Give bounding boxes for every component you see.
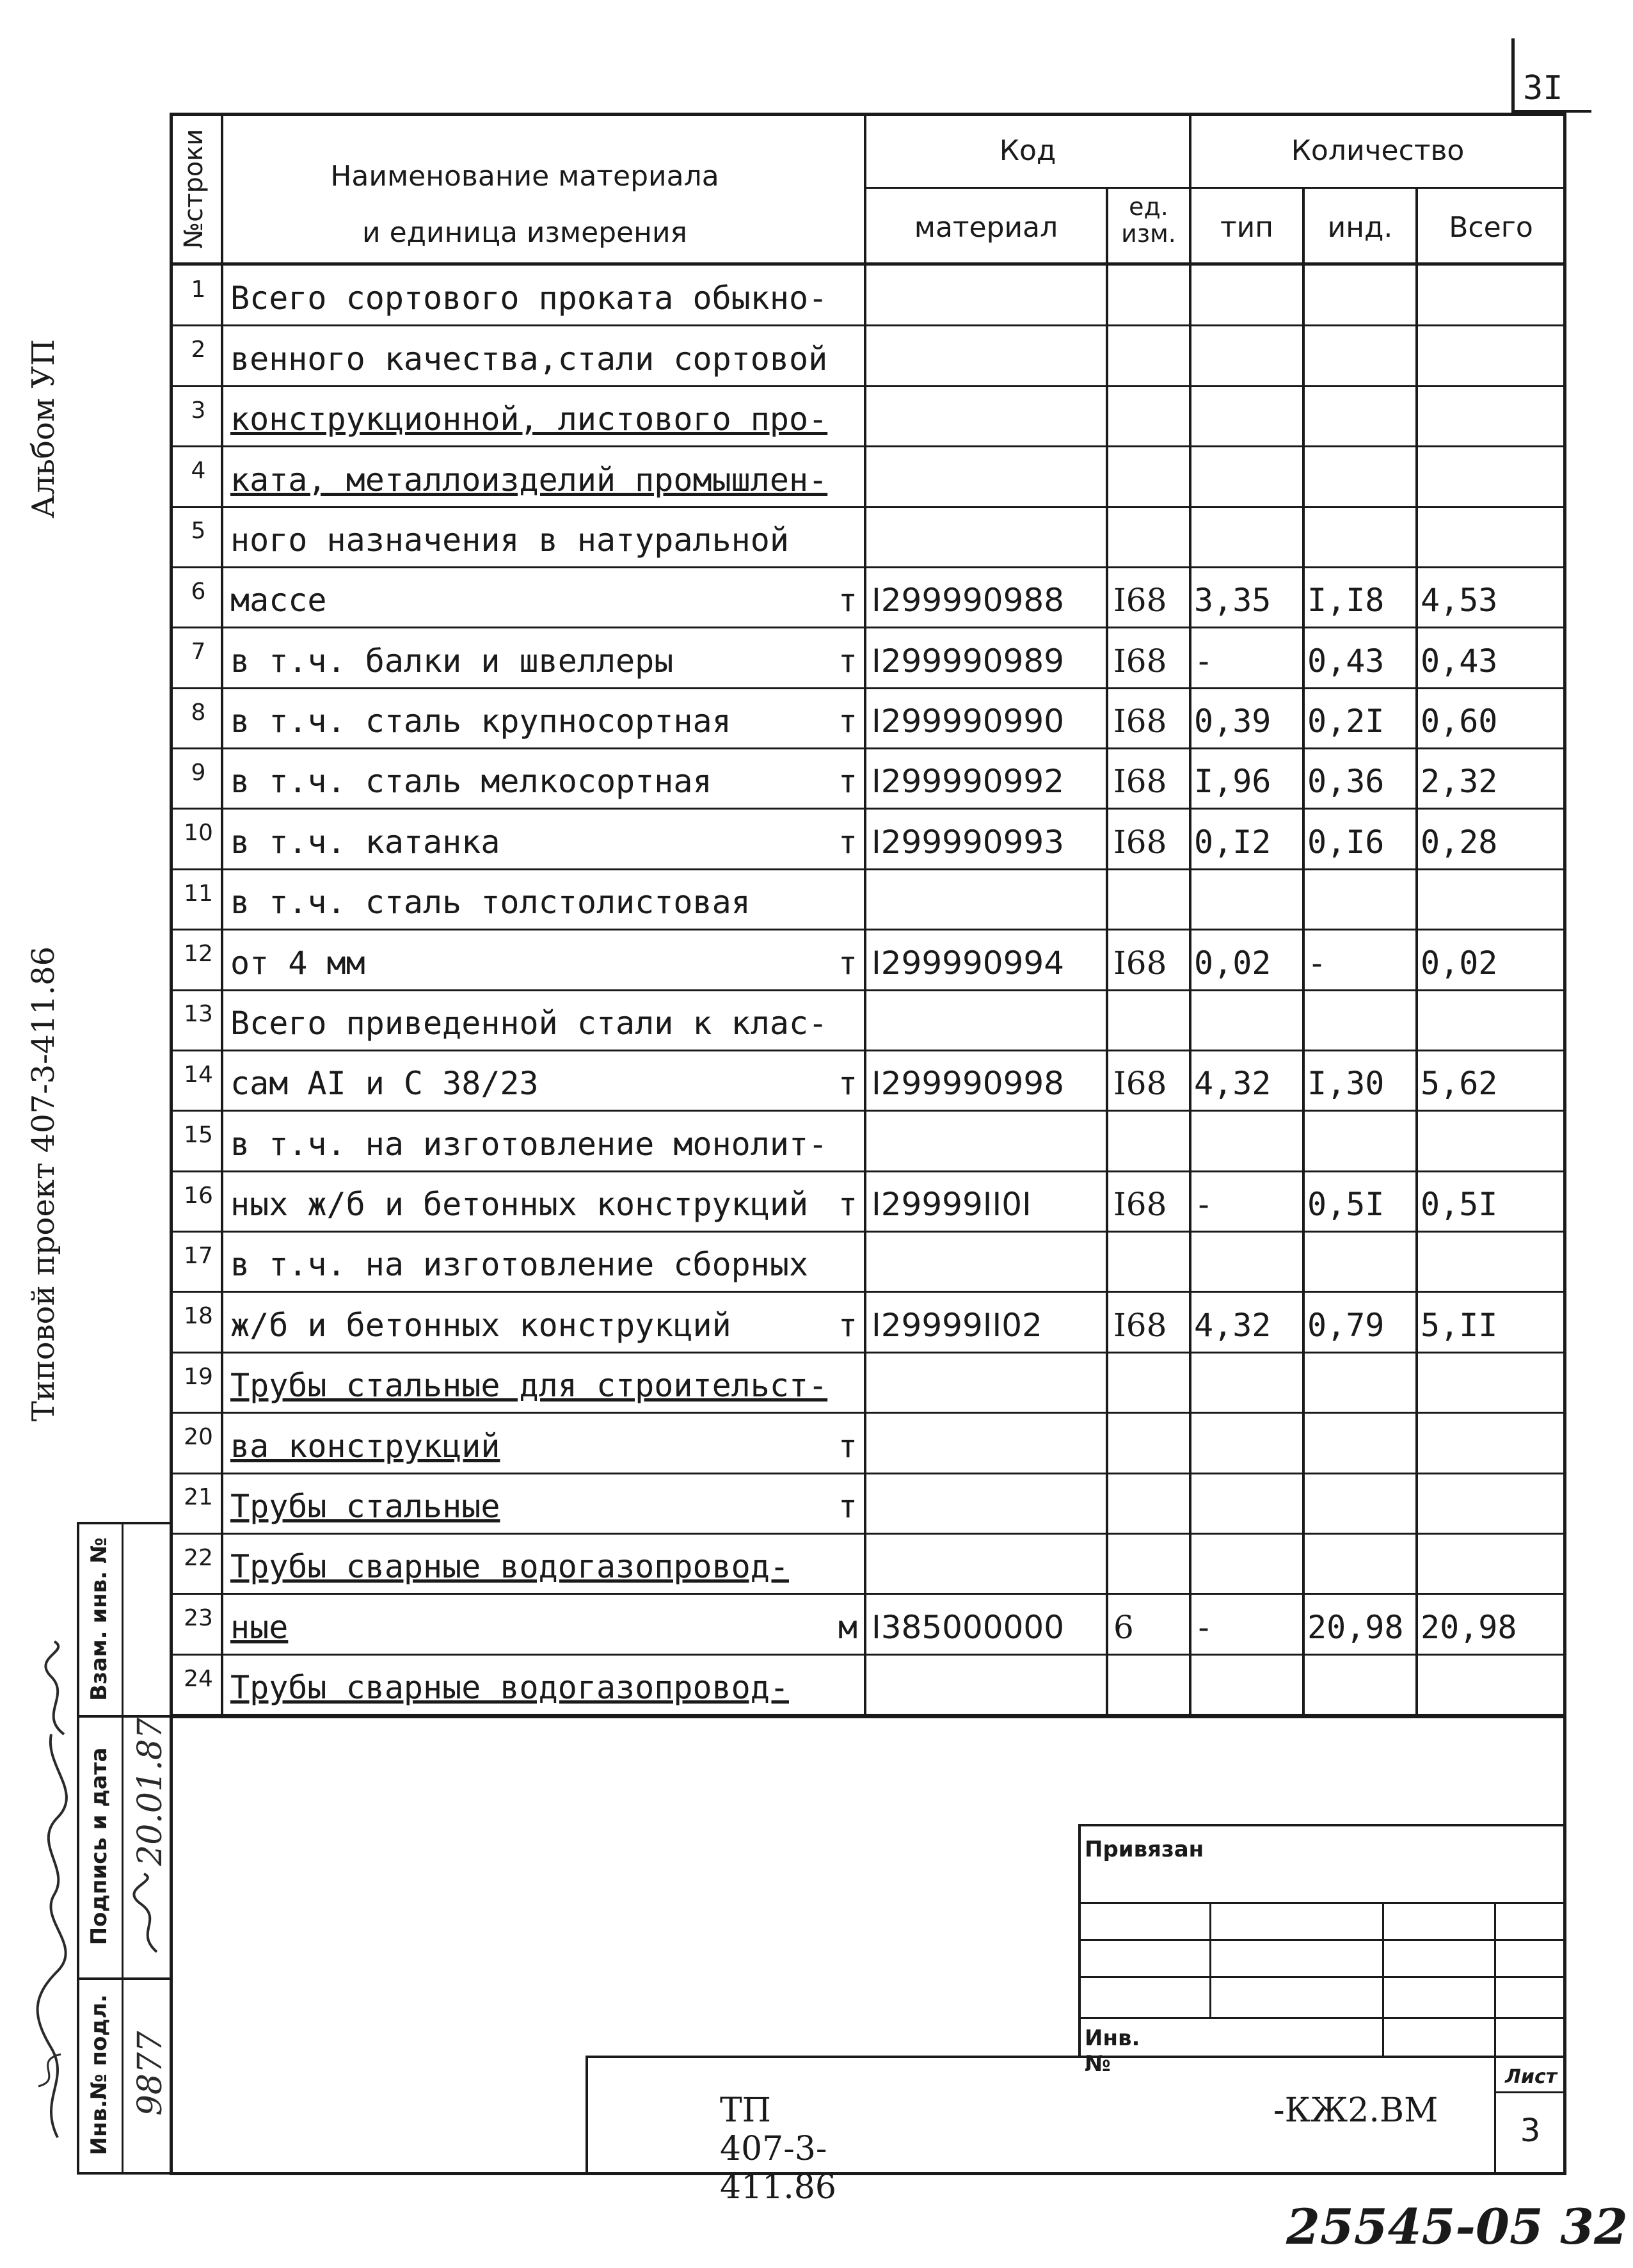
row-qty-typ: 3,35	[1194, 582, 1271, 619]
row-unit-letter: т	[838, 1487, 857, 1525]
row-qty-total: 5,62	[1421, 1065, 1498, 1103]
row-qty-total: 2,32	[1421, 763, 1498, 801]
table-row	[0, 1232, 1633, 1292]
row-unit-letter: т	[838, 703, 857, 740]
row-qty-ind: 0,79	[1307, 1306, 1385, 1344]
project-label: Типовой проект 407-3-411.86	[26, 946, 61, 1422]
row-material-name: Трубы сварные водогазопровод-	[230, 1669, 789, 1707]
table-row	[0, 628, 1633, 688]
stamp-inv-value: 9877	[131, 2031, 170, 2116]
row-number: 7	[191, 639, 206, 666]
row-qty-total: 0,5I	[1421, 1186, 1498, 1224]
row-unit-code: I68	[1113, 823, 1167, 861]
row-material-name: от 4 мм	[230, 944, 365, 982]
row-material-name: в т.ч. сталь мелкосортная	[230, 763, 712, 801]
row-material-name: в т.ч. сталь крупносортная	[230, 703, 731, 740]
row-unit-code: I68	[1113, 1065, 1167, 1103]
row-qty-ind: I,I8	[1307, 582, 1385, 619]
row-qty-total: 0,43	[1421, 642, 1498, 680]
row-material-name: в т.ч. сталь толстолистовая	[230, 884, 751, 922]
table-row	[0, 1594, 1633, 1654]
stamp-inv-podl: Инв.№ подл.	[86, 1994, 112, 2155]
table-row	[0, 1111, 1633, 1171]
table-row	[0, 1413, 1633, 1473]
row-material-name: ж/б и бетонных конструкций	[230, 1306, 731, 1344]
row-material-code: I29999II0I	[872, 1186, 1032, 1224]
row-qty-total: 4,53	[1421, 582, 1498, 619]
row-qty-ind: 0,43	[1307, 642, 1385, 680]
row-number: 23	[184, 1605, 213, 1632]
header-code: Код	[999, 134, 1056, 167]
table-row	[0, 991, 1633, 1051]
row-unit-letter: т	[838, 1186, 857, 1224]
title-doc-suffix: -КЖ2.ВМ	[1273, 2091, 1438, 2130]
row-number: 11	[184, 880, 213, 907]
row-material-name: Всего сортового проката обыкно-	[230, 280, 828, 317]
row-number: 1	[191, 276, 206, 303]
row-qty-ind: 0,I6	[1307, 823, 1385, 861]
signature-mark-3	[122, 1869, 173, 1958]
row-material-name: Трубы стальные	[230, 1487, 500, 1525]
header-unit: ед. изм.	[1121, 193, 1176, 248]
signature-mark-2	[26, 1638, 83, 1741]
row-material-code: I299990988	[872, 582, 1065, 619]
table-row	[0, 447, 1633, 507]
row-qty-ind: 20,98	[1307, 1608, 1404, 1646]
table-row	[0, 326, 1633, 386]
row-number: 2	[191, 337, 206, 363]
header-quantity: Количество	[1291, 134, 1465, 167]
row-unit-code: I68	[1113, 763, 1167, 801]
row-material-name: ного назначения в натуральной	[230, 521, 789, 559]
archive-number: 25545-05 32	[1286, 2198, 1628, 2255]
row-unit-code: I68	[1113, 944, 1167, 982]
table-row	[0, 1292, 1633, 1352]
row-number: 19	[184, 1363, 213, 1390]
row-number: 22	[184, 1544, 213, 1571]
table-row	[0, 568, 1633, 628]
row-unit-letter: т	[838, 1065, 857, 1103]
row-number: 20	[184, 1424, 213, 1451]
row-material-name: в т.ч. на изготовление сборных	[230, 1246, 809, 1284]
table-row	[0, 809, 1633, 869]
title-inv-no: Инв. №	[1085, 2025, 1140, 2077]
title-doc-code: ТП 407-3-411.86	[720, 2091, 836, 2207]
table-row	[0, 1534, 1633, 1594]
row-unit-code: I68	[1113, 703, 1167, 740]
row-material-name: ката, металлоизделий промышлен-	[230, 461, 828, 499]
row-unit-code: I68	[1113, 1186, 1167, 1224]
row-qty-ind: -	[1307, 944, 1327, 982]
row-qty-total: 20,98	[1421, 1608, 1517, 1646]
row-qty-ind: I,30	[1307, 1065, 1385, 1103]
table-row	[0, 870, 1633, 930]
row-qty-typ: I,96	[1194, 763, 1271, 801]
row-unit-code: 6	[1113, 1608, 1134, 1646]
row-number: 18	[184, 1303, 213, 1330]
table-row	[0, 387, 1633, 447]
row-material-name: венного качества,стали сортовой	[230, 340, 828, 378]
stamp-vzam-inv: Взам. инв. №	[86, 1537, 112, 1701]
row-unit-code: I68	[1113, 1306, 1167, 1344]
row-number: 10	[184, 820, 213, 847]
stamp-podpis-data: Подпись и дата	[86, 1747, 112, 1945]
row-material-name: в т.ч. балки и швеллеры	[230, 642, 674, 680]
album-label: Альбом УП	[26, 339, 61, 518]
row-material-code: I299990998	[872, 1065, 1065, 1103]
header-row-number: №строки	[179, 129, 209, 249]
row-number: 21	[184, 1484, 213, 1511]
table-row	[0, 749, 1633, 809]
row-material-name: сам AI и С 38/23	[230, 1065, 539, 1103]
row-unit-letter: т	[838, 823, 857, 861]
row-qty-ind: 0,5I	[1307, 1186, 1385, 1224]
row-number: 4	[191, 458, 206, 484]
row-material-code: I299990994	[872, 944, 1065, 982]
row-qty-ind: 0,2I	[1307, 703, 1385, 740]
row-unit-letter: т	[838, 1427, 857, 1465]
row-material-name: Трубы сварные водогазопровод-	[230, 1548, 789, 1586]
row-material-code: I299990989	[872, 642, 1065, 680]
row-qty-total: 0,60	[1421, 703, 1498, 740]
row-qty-total: 0,28	[1421, 823, 1498, 861]
row-material-name: в т.ч. катанка	[230, 823, 500, 861]
title-sheet-number: 3	[1520, 2112, 1541, 2149]
row-unit-letter: т	[838, 642, 857, 680]
row-unit-code: I68	[1113, 582, 1167, 619]
row-number: 9	[191, 759, 206, 786]
header-ind: инд.	[1327, 211, 1393, 244]
row-qty-typ: 4,32	[1194, 1306, 1271, 1344]
row-number: 13	[184, 1001, 213, 1028]
row-material-name: в т.ч. на изготовление монолит-	[230, 1125, 828, 1163]
row-unit-letter: т	[838, 1306, 857, 1344]
row-qty-ind: 0,36	[1307, 763, 1385, 801]
row-material-code: I299990990	[872, 703, 1065, 740]
header-typ: тип	[1220, 211, 1273, 244]
row-number: 24	[184, 1665, 213, 1692]
header-total: Всего	[1449, 211, 1533, 244]
stamp-date-value: 20.01.87	[131, 1718, 170, 1866]
table-row	[0, 1474, 1633, 1534]
row-material-name: Всего приведенной стали к клас-	[230, 1004, 828, 1042]
row-material-name: ва конструкций	[230, 1427, 500, 1465]
row-qty-typ: -	[1194, 1186, 1214, 1224]
row-qty-typ: -	[1194, 642, 1214, 680]
row-material-code: I299990992	[872, 763, 1065, 801]
table-row	[0, 1051, 1633, 1111]
row-number: 17	[184, 1242, 213, 1269]
row-number: 8	[191, 699, 206, 726]
table-row	[0, 689, 1633, 749]
row-qty-total: 0,02	[1421, 944, 1498, 982]
row-material-name: ных ж/б и бетонных конструкций	[230, 1186, 809, 1224]
row-material-name: Трубы стальные для строительст-	[230, 1367, 828, 1405]
header-material-name: Наименование материала и единица измерения	[330, 160, 719, 249]
table-row	[0, 930, 1633, 990]
row-number: 3	[191, 397, 206, 424]
row-material-code: I385000000	[872, 1608, 1065, 1646]
row-number: 12	[184, 941, 213, 968]
row-qty-typ: -	[1194, 1608, 1214, 1646]
row-unit-letter: т	[838, 763, 857, 801]
row-unit-letter: т	[838, 944, 857, 982]
row-qty-typ: 4,32	[1194, 1065, 1271, 1103]
title-privyazan: Привязан	[1085, 1837, 1204, 1862]
table-row	[0, 507, 1633, 568]
row-qty-total: 5,II	[1421, 1306, 1498, 1344]
table-row	[0, 1172, 1633, 1232]
row-number: 15	[184, 1122, 213, 1149]
row-unit-code: I68	[1113, 642, 1167, 680]
row-number: 14	[184, 1061, 213, 1088]
row-material-code: I29999II02	[872, 1306, 1042, 1344]
title-sheet-label: Лист	[1505, 2066, 1557, 2088]
row-number: 16	[184, 1182, 213, 1209]
table-row	[0, 1655, 1633, 1715]
row-material-code: I299990993	[872, 823, 1065, 861]
table-row	[0, 266, 1633, 326]
row-qty-typ: 0,02	[1194, 944, 1271, 982]
row-qty-typ: 0,I2	[1194, 823, 1271, 861]
row-material-name: конструкционной, листового про-	[230, 401, 828, 438]
row-separator	[170, 1714, 1566, 1716]
row-material-name: ные	[230, 1608, 289, 1646]
row-number: 6	[191, 578, 206, 605]
header-material-code: материал	[914, 211, 1058, 244]
row-unit-letter: т	[838, 582, 857, 619]
row-unit-letter: м	[838, 1608, 857, 1646]
page-number: 3I	[1523, 69, 1563, 108]
row-material-name: массе	[230, 582, 327, 619]
row-qty-typ: 0,39	[1194, 703, 1271, 740]
table-row	[0, 1353, 1633, 1413]
row-number: 5	[191, 518, 206, 545]
